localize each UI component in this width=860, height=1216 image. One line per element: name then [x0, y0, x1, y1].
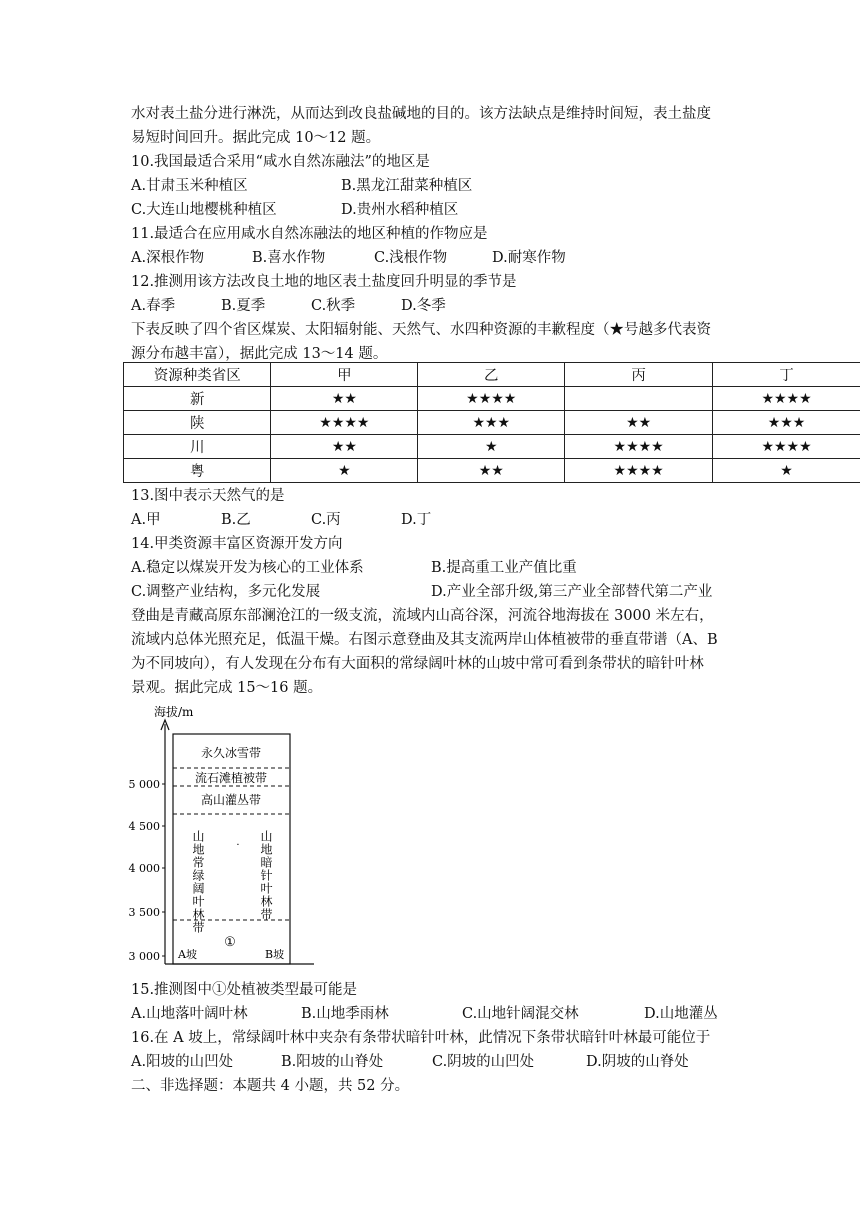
vertical-belt-diagram: [118, 700, 318, 970]
rating-cell: ★: [713, 459, 860, 483]
option-b[interactable]: B.乙: [221, 512, 251, 528]
rating-cell: ★★★★: [565, 459, 713, 483]
belt-label-scree: 流石滩植被带: [194, 771, 268, 785]
option-d[interactable]: D.贵州水稻种植区: [341, 202, 459, 218]
question-13-stem: 13.图中表示天然气的是: [131, 488, 285, 504]
table-header-cell: 乙: [418, 363, 565, 387]
option-a[interactable]: A.稳定以煤炭开发为核心的工业体系: [131, 560, 364, 576]
rating-cell: ★★★★: [713, 435, 860, 459]
option-c[interactable]: C.调整产业结构，多元化发展: [131, 584, 321, 600]
passage-line: 源分布越丰富），据此完成 13～14 题。: [131, 346, 388, 362]
province-cell: 陕: [124, 411, 271, 435]
province-cell: 粤: [124, 459, 271, 483]
option-a[interactable]: A.深根作物: [131, 250, 205, 266]
rating-cell: ★★★: [418, 411, 565, 435]
passage-line: 为不同坡向），有人发现在分布有大面积的常绿阔叶林的山坡中常可看到条带状的暗针叶林: [131, 656, 704, 672]
rating-cell: ★★★: [713, 411, 860, 435]
option-a[interactable]: A.阳坡的山凹处: [131, 1054, 234, 1070]
option-c[interactable]: C.秋季: [311, 298, 356, 314]
marker-1: ①: [224, 935, 236, 950]
rating-cell: ★★★★: [565, 435, 713, 459]
option-d[interactable]: D.阴坡的山脊处: [586, 1054, 689, 1070]
table-row: [124, 459, 860, 483]
resource-table: [123, 362, 860, 483]
passage-line: 水对表土盐分进行淋洗，从而达到改良盐碱地的目的。该方法缺点是维持时间短，表土盐度: [131, 106, 711, 122]
option-d[interactable]: D.丁: [401, 512, 432, 528]
option-a[interactable]: A.春季: [131, 298, 176, 314]
table-header-cell: 甲: [271, 363, 418, 387]
dot-mark: ·: [236, 840, 240, 851]
belt-label-shrub: 高山灌丛带: [200, 793, 262, 807]
question-15-stem: 15.推测图中①处植被类型最可能是: [131, 982, 358, 998]
rating-cell: ★★★★: [418, 387, 565, 411]
rating-cell: ★★: [271, 387, 418, 411]
table-row: [124, 387, 860, 411]
y-tick-label: 3 000: [128, 950, 160, 963]
option-a[interactable]: A.甘肃玉米种植区: [131, 178, 248, 194]
option-a[interactable]: A.甲: [131, 512, 161, 528]
option-c[interactable]: C.大连山地樱桃种植区: [131, 202, 277, 218]
rating-cell: ★★★★: [271, 411, 418, 435]
option-c[interactable]: C.丙: [311, 512, 341, 528]
option-d[interactable]: D.冬季: [401, 298, 446, 314]
table-header-cell: 丙: [565, 363, 713, 387]
option-b[interactable]: B.阳坡的山脊处: [281, 1054, 384, 1070]
option-d[interactable]: D.耐寒作物: [492, 250, 566, 266]
rating-cell: ★★: [271, 435, 418, 459]
table-row: [124, 411, 860, 435]
passage-line: 下表反映了四个省区煤炭、太阳辐射能、天然气、水四种资源的丰歉程度（★号越多代表资: [131, 322, 711, 338]
option-c[interactable]: C.浅根作物: [374, 250, 448, 266]
rating-cell: ★: [271, 459, 418, 483]
passage-line: 景观。据此完成 15～16 题。: [131, 680, 323, 696]
option-c[interactable]: C.阴坡的山凹处: [432, 1054, 535, 1070]
province-cell: 川: [124, 435, 271, 459]
option-b[interactable]: B.山地季雨林: [301, 1006, 389, 1022]
question-16-stem: 16.在 A 坡上，常绿阔叶林中夹杂有条带状暗针叶林，此情况下条带状暗针叶林最可能位于: [131, 1030, 711, 1046]
y-tick-label: 3 500: [128, 906, 160, 919]
option-c[interactable]: C.山地针阔混交林: [462, 1006, 579, 1022]
passage-line: 易短时间回升。据此完成 10～12 题。: [131, 130, 381, 146]
y-tick-label: 4 000: [128, 862, 160, 875]
option-b[interactable]: B.夏季: [221, 298, 266, 314]
question-10-stem: 10.我国最适合采用“咸水自然冻融法”的地区是: [131, 154, 430, 170]
y-tick-label: 5 000: [128, 778, 160, 791]
rating-cell: ★: [418, 435, 565, 459]
table-header-cell: 资源种类省区: [124, 363, 271, 387]
y-tick-label: 4 500: [128, 820, 160, 833]
table-header-row: [124, 363, 860, 387]
belt-label-evergreen: 山地常绿阔叶林带: [191, 830, 205, 934]
question-14-stem: 14.甲类资源丰富区资源开发方向: [131, 536, 343, 552]
question-12-stem: 12.推测用该方法改良土地的地区表土盐度回升明显的季节是: [131, 274, 517, 290]
option-d[interactable]: D.产业全部升级,第三产业全部替代第二产业: [431, 584, 713, 600]
option-b[interactable]: B.黑龙江甜菜种植区: [341, 178, 473, 194]
option-b[interactable]: B.提高重工业产值比重: [431, 560, 577, 576]
table-row: [124, 435, 860, 459]
passage-line: 流域内总体光照充足，低温干燥。右图示意登曲及其支流两岸山体植被带的垂直带谱（A、B: [131, 632, 718, 648]
section-heading: 二、非选择题：本题共 4 小题，共 52 分。: [131, 1078, 410, 1094]
rating-cell: ★★: [418, 459, 565, 483]
option-d[interactable]: D.山地灌丛: [644, 1006, 718, 1022]
rating-cell: [565, 387, 713, 411]
slope-b-label: B坡: [265, 948, 285, 961]
option-b[interactable]: B.喜水作物: [252, 250, 326, 266]
belt-label-snow: 永久冰雪带: [200, 746, 262, 760]
slope-a-label: A坡: [178, 948, 197, 961]
table-header-cell: 丁: [713, 363, 860, 387]
rating-cell: ★★: [565, 411, 713, 435]
option-a[interactable]: A.山地落叶阔叶林: [131, 1006, 248, 1022]
province-cell: 新: [124, 387, 271, 411]
passage-line: 登曲是青藏高原东部澜沧江的一级支流，流域内山高谷深，河流谷地海拔在 3000 米左右，: [131, 608, 714, 624]
question-11-stem: 11.最适合在应用咸水自然冻融法的地区种植的作物应是: [131, 226, 488, 242]
rating-cell: ★★★★: [713, 387, 860, 411]
y-axis-label: 海拔/m: [154, 705, 194, 719]
belt-label-dark-conifer: 山地暗针叶林带: [259, 830, 273, 921]
